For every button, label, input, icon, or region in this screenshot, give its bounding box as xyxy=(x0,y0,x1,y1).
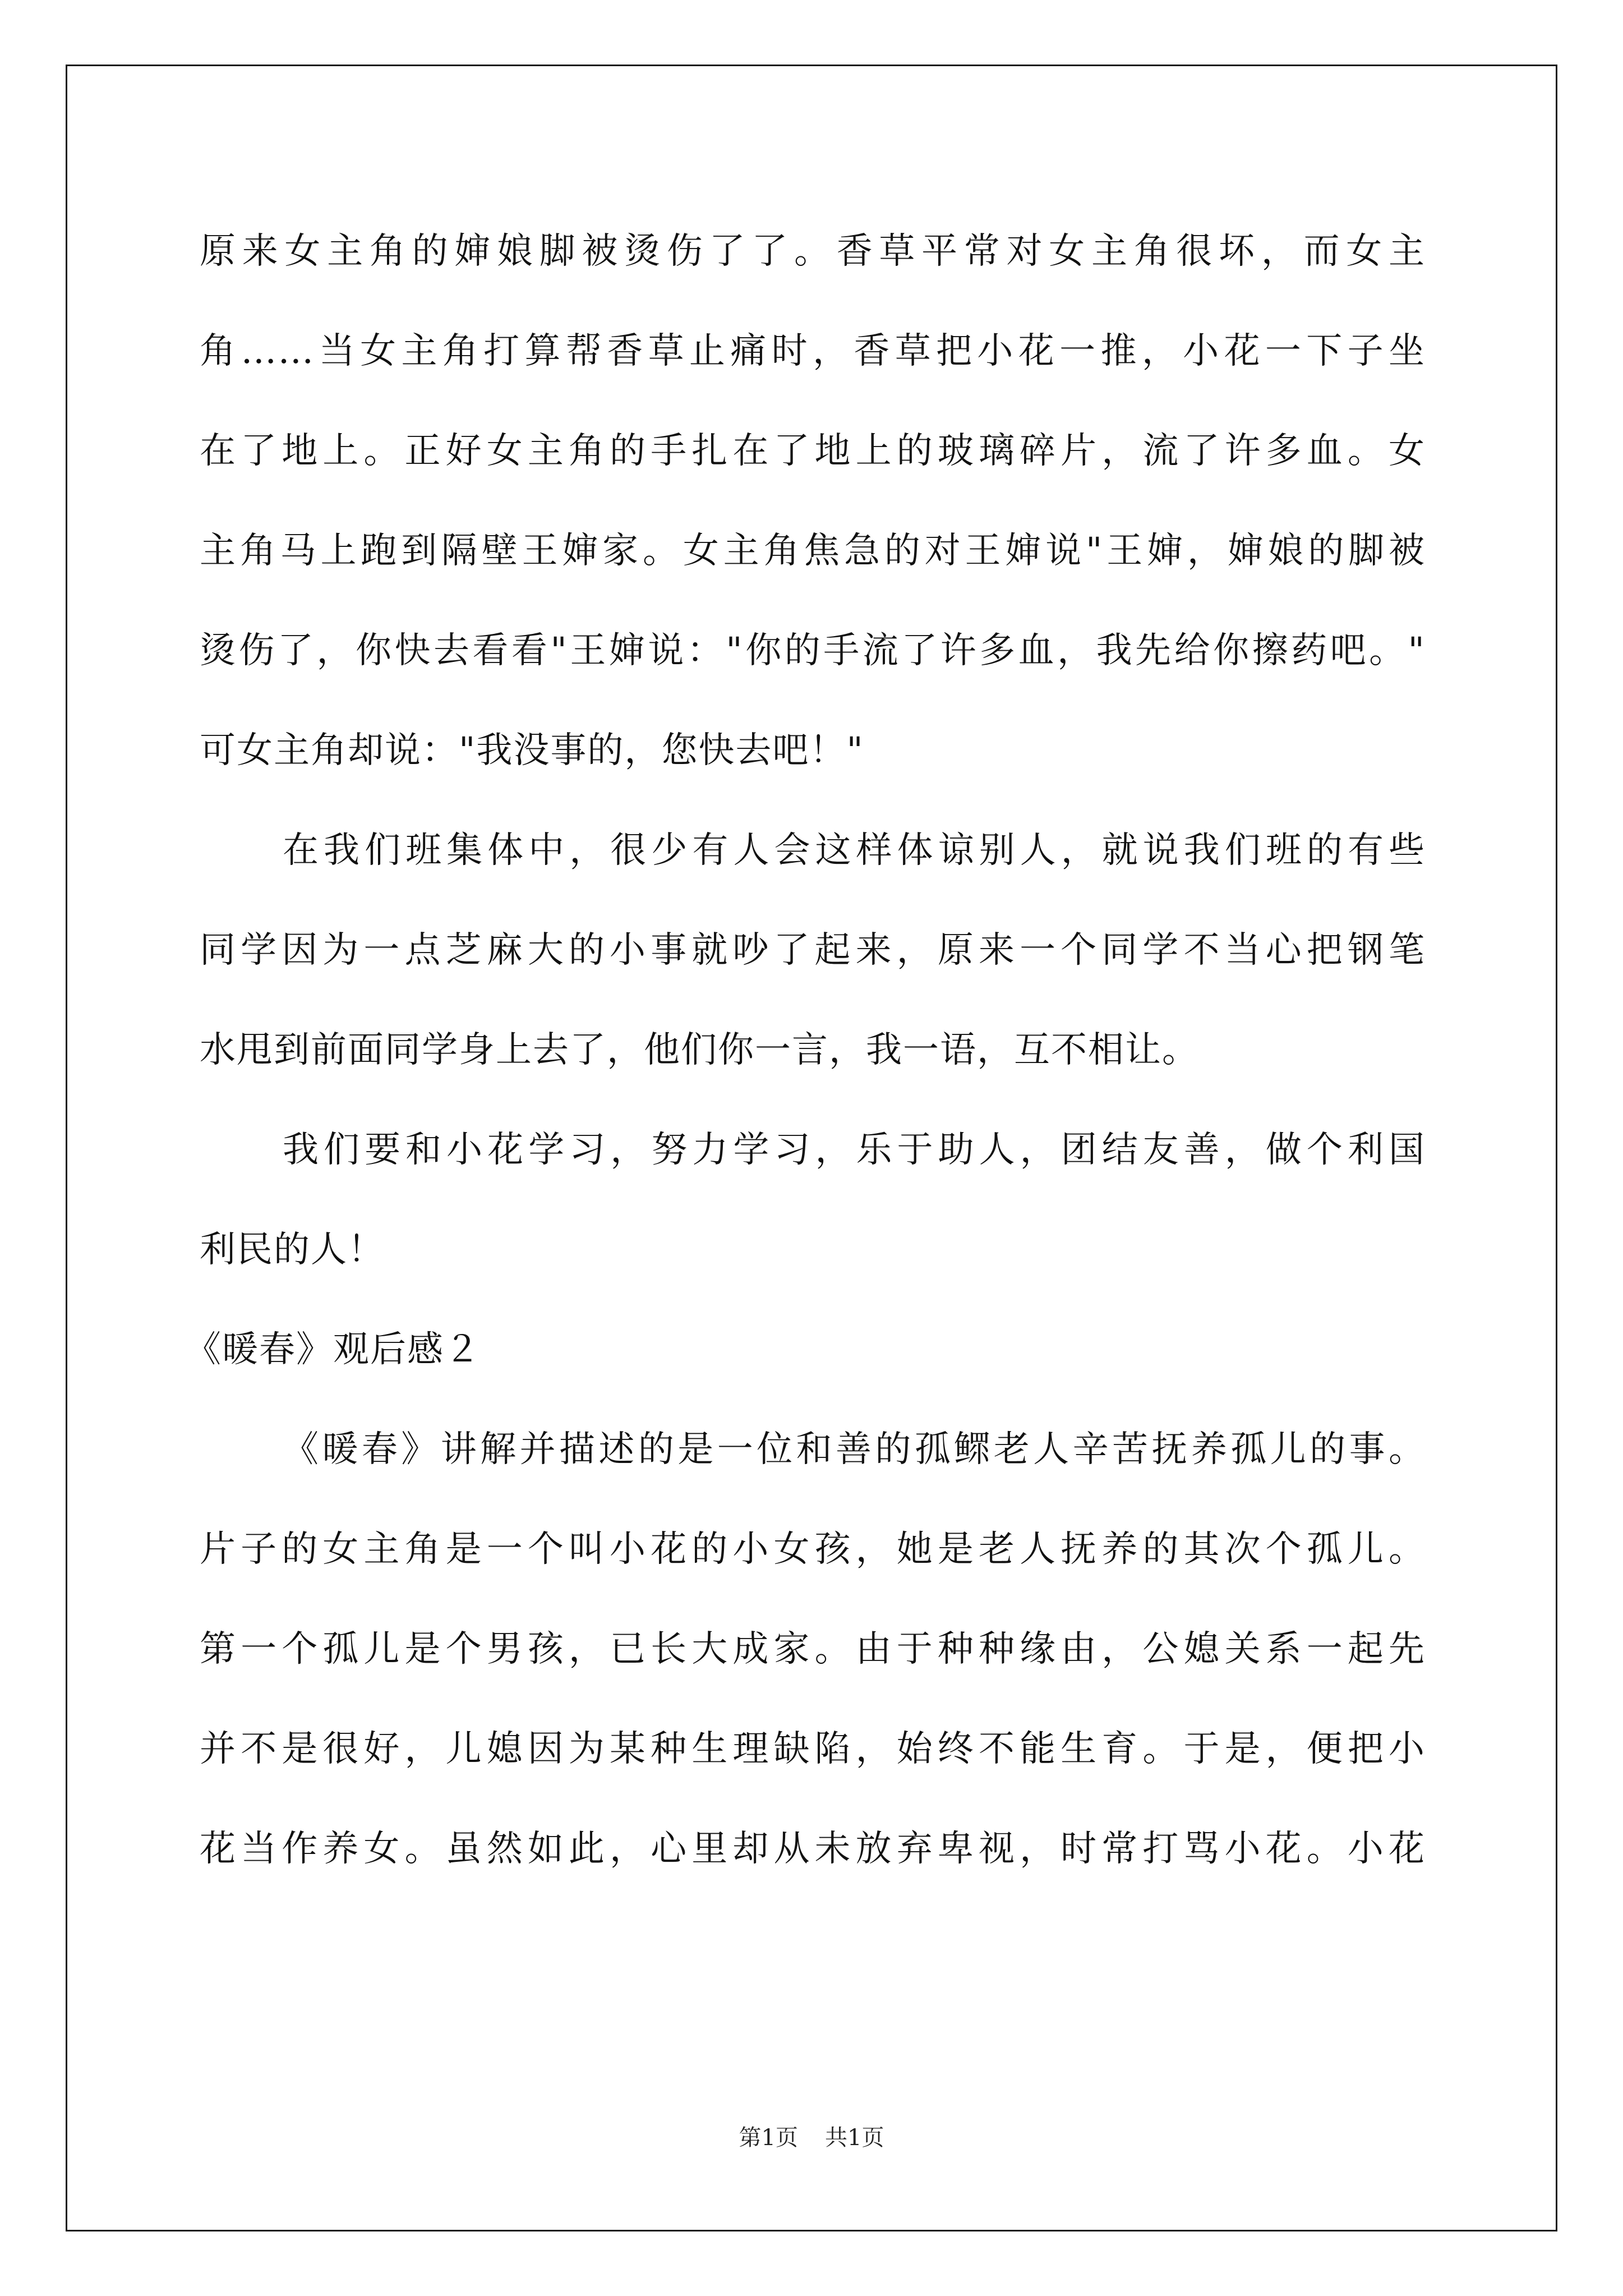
page-number: 第1页 xyxy=(739,2125,798,2151)
paragraph-3-line-2: 利民的人！ xyxy=(200,1229,385,1271)
page-total: 共1页 xyxy=(825,2125,884,2151)
paragraph-3-line-1: 我们要和小花学习，努力学习，乐于助人，团结友善，做个利国 xyxy=(283,1129,1426,1171)
paragraph-4-line-3: 第一个孤儿是个男孩，已长大成家。由于种种缘由，公媳关系一起先 xyxy=(200,1628,1426,1670)
page-footer xyxy=(0,2124,1623,2152)
paragraph-2-line-3: 水甩到前面同学身上去了，他们你一言，我一语，互不相让。 xyxy=(200,1029,1199,1071)
paragraph-2-line-1: 在我们班集体中，很少有人会这样体谅别人，就说我们班的有些 xyxy=(283,830,1426,871)
paragraph-1-line-6: 可女主角却说："我没事的，您快去吧！" xyxy=(200,730,864,771)
paragraph-1-line-5: 烫伤了，你快去看看"王婶说："你的手流了许多血，我先给你擦药吧。" xyxy=(200,630,1426,671)
section-heading: 《暖春》观后感２ xyxy=(185,1329,481,1370)
paragraph-4-line-5: 花当作养女。虽然如此，心里却从未放弃卑视，时常打骂小花。小花 xyxy=(200,1828,1426,1870)
paragraph-4-line-1: 《暖春》讲解并描述的是一位和善的孤鳏老人辛苦抚养孤儿的事。 xyxy=(283,1429,1426,1470)
paragraph-1-line-4: 主角马上跑到隔壁王婶家。女主角焦急的对王婶说"王婶，婶娘的脚被 xyxy=(200,530,1426,572)
paragraph-1-line-2: 角……当女主角打算帮香草止痛时，香草把小花一推，小花一下子坐 xyxy=(200,330,1426,372)
paragraph-4-line-4: 并不是很好，儿媳因为某种生理缺陷，始终不能生育。于是，便把小 xyxy=(200,1728,1426,1770)
paragraph-2-line-2: 同学因为一点芝麻大的小事就吵了起来，原来一个同学不当心把钢笔 xyxy=(200,930,1426,971)
paragraph-1-line-3: 在了地上。正好女主角的手扎在了地上的玻璃碎片，流了许多血。女 xyxy=(200,430,1426,472)
paragraph-1-line-1: 原来女主角的婶娘脚被烫伤了了。香草平常对女主角很坏，而女主 xyxy=(200,231,1426,272)
paragraph-4-line-2: 片子的女主角是一个叫小花的小女孩，她是老人抚养的其次个孤儿。 xyxy=(200,1529,1426,1570)
